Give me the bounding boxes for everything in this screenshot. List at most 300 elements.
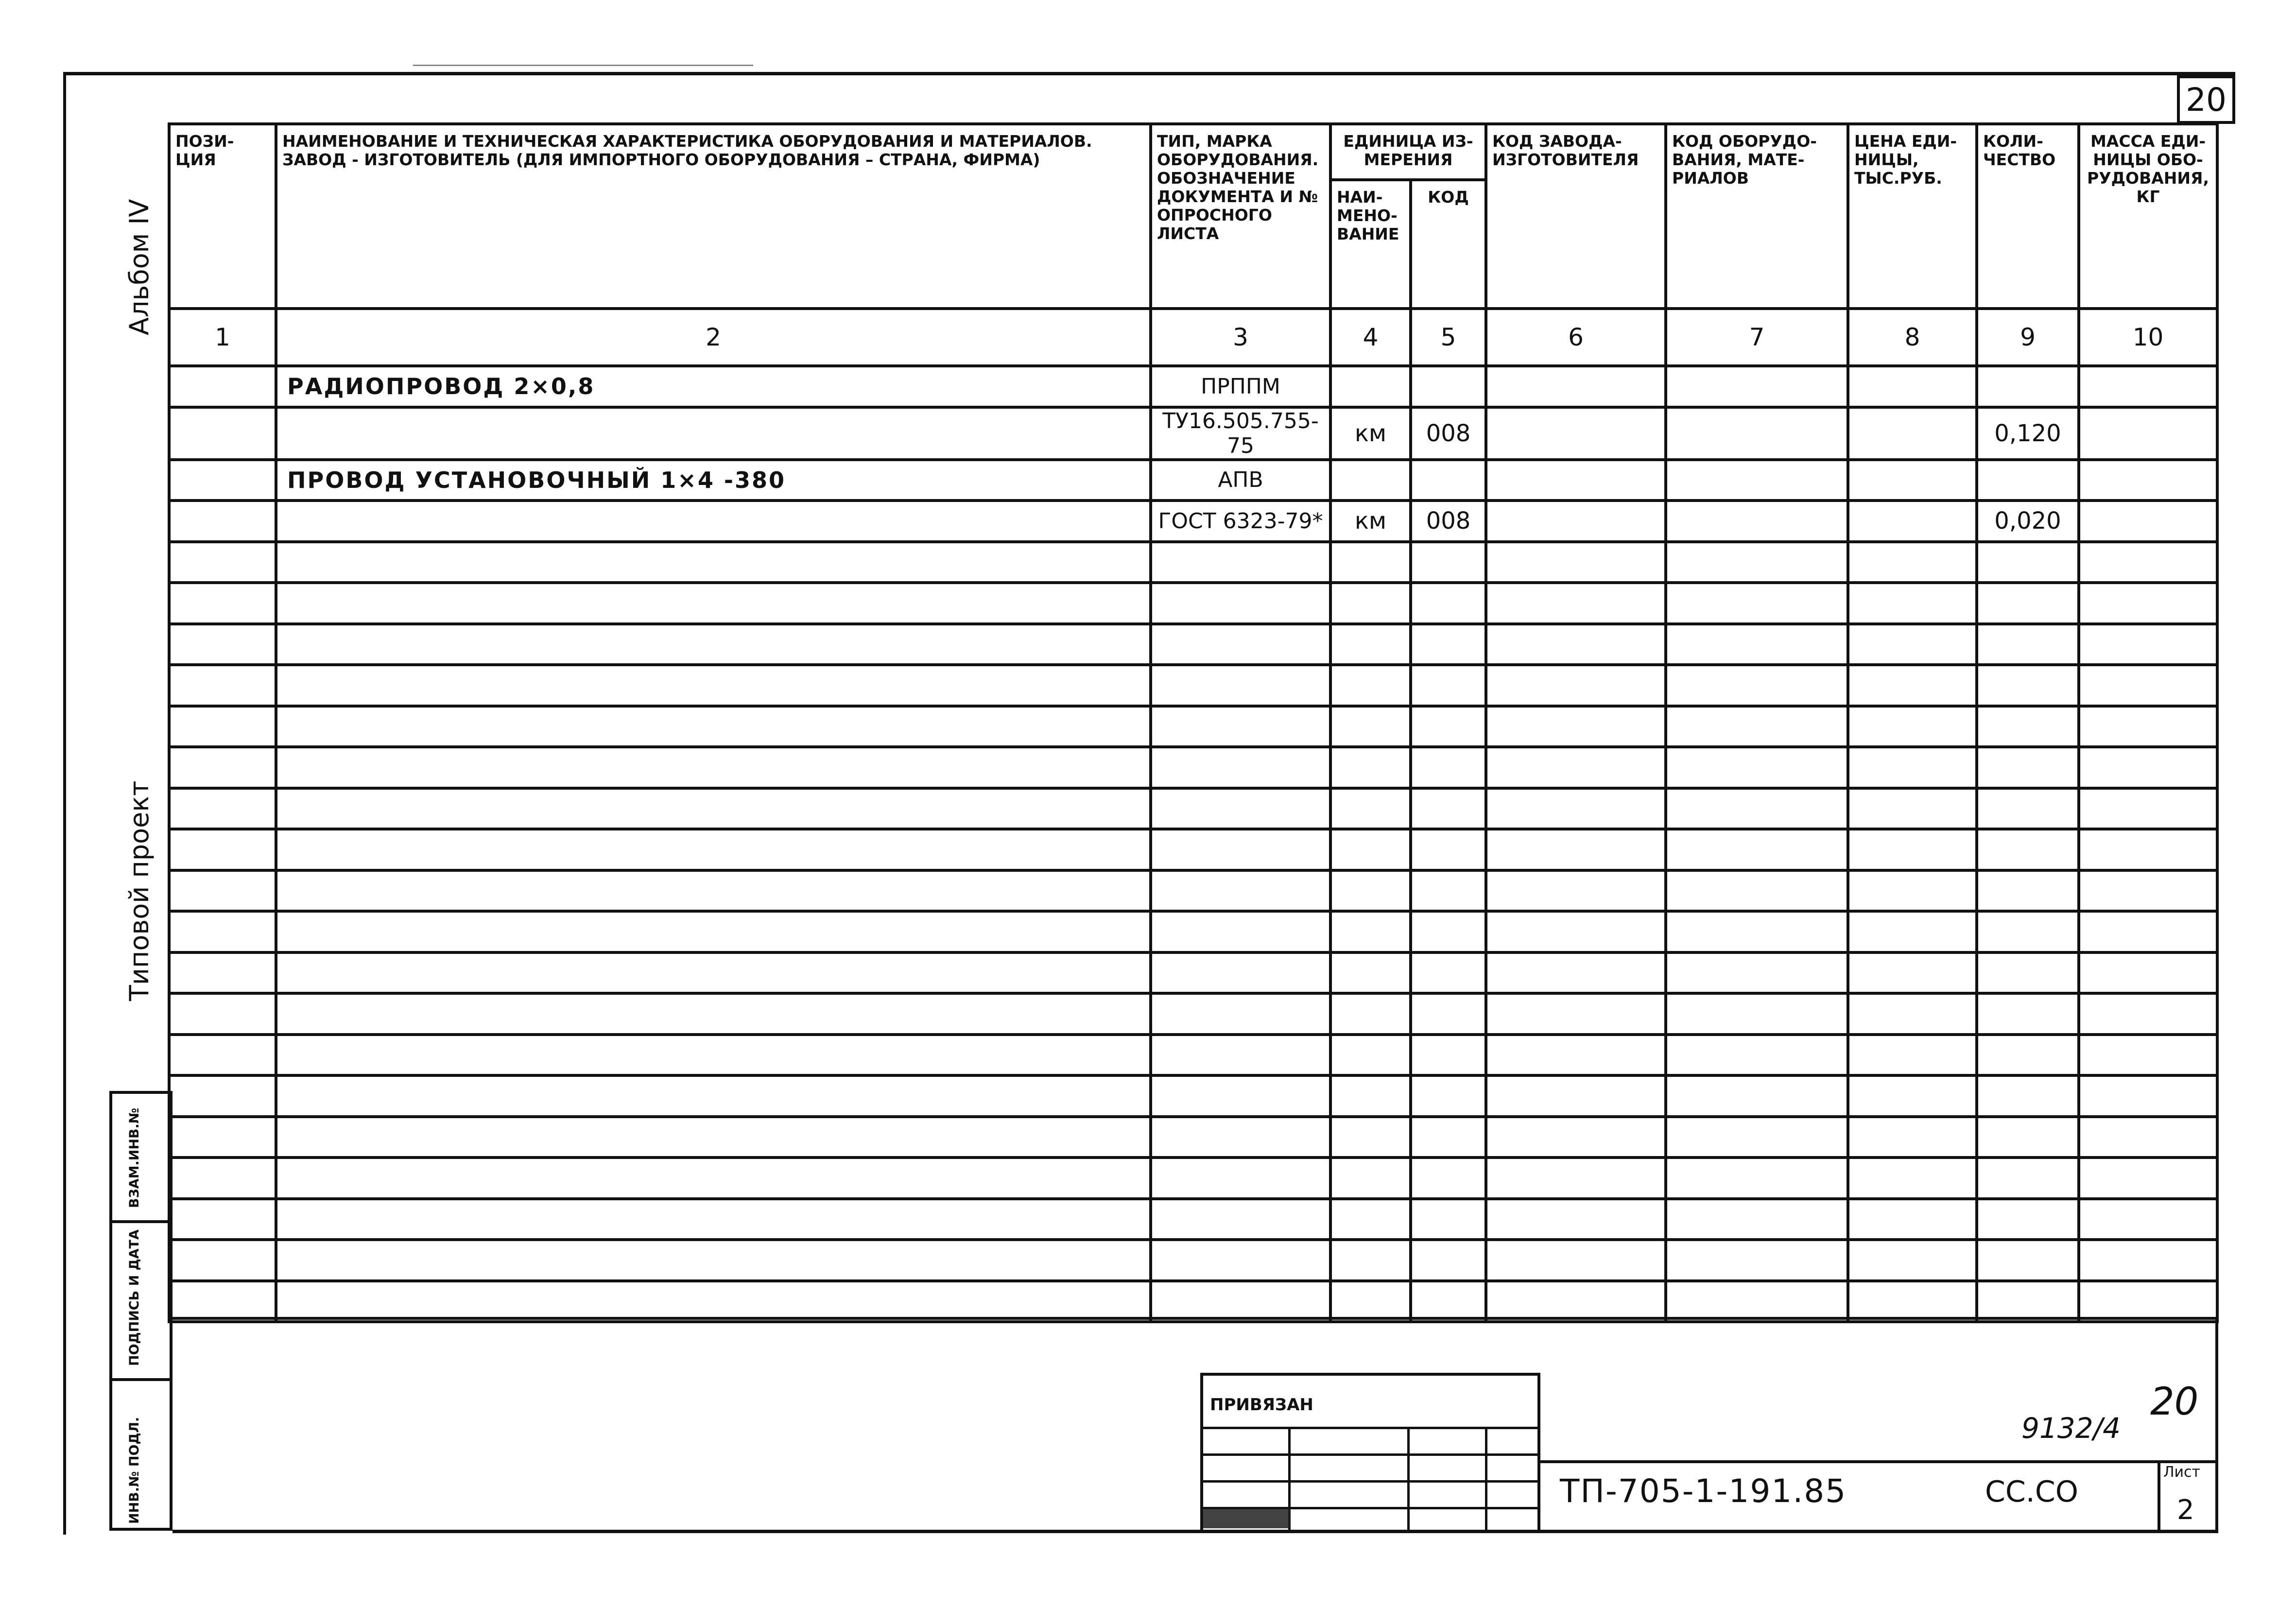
cell-price	[1848, 501, 1977, 542]
cell-equip	[1666, 870, 1848, 912]
cell-mass	[2079, 366, 2217, 407]
cell-code	[1411, 624, 1486, 665]
cell-mass	[2079, 952, 2217, 994]
cell-name	[276, 1281, 1151, 1322]
cell-price	[1848, 993, 1977, 1035]
cell-equip	[1666, 952, 1848, 994]
cell-qty	[1977, 583, 2079, 624]
cell-equip	[1666, 1075, 1848, 1117]
cell-type	[1151, 1199, 1330, 1240]
cell-equip	[1666, 993, 1848, 1035]
table-row	[169, 460, 2217, 501]
bound-label: ПРИВЯЗАН	[1210, 1395, 1313, 1415]
cell-unit	[1330, 1281, 1411, 1322]
table-row	[169, 1281, 2217, 1322]
cell-equip	[1666, 1158, 1848, 1199]
cell-type	[1151, 911, 1330, 952]
cell-qty	[1977, 624, 2079, 665]
cell-unit	[1330, 993, 1411, 1035]
cell-equip	[1666, 706, 1848, 747]
cell-price	[1848, 911, 1977, 952]
cell-pos	[169, 952, 276, 994]
cell-price	[1848, 1281, 1977, 1322]
cell-price	[1848, 624, 1977, 665]
cell-type	[1151, 870, 1330, 912]
cell-price	[1848, 542, 1977, 583]
cell-name	[276, 665, 1151, 706]
cell-code	[1411, 1117, 1486, 1158]
cell-name	[276, 583, 1151, 624]
column-number-row	[169, 309, 2217, 366]
col-header-7: КОД ОБОРУДО-ВАНИЯ, МАТЕ-РИАЛОВ	[1666, 124, 1848, 309]
col-number: 7	[1666, 309, 1848, 366]
cell-price	[1848, 952, 1977, 994]
cell-pos	[169, 1075, 276, 1117]
cell-pos	[169, 1117, 276, 1158]
table-row	[169, 583, 2217, 624]
cell-pos	[169, 1158, 276, 1199]
cell-qty	[1977, 1035, 2079, 1076]
cell-type: ГОСТ 6323-79*	[1151, 501, 1330, 542]
cell-code: 008	[1411, 501, 1486, 542]
cell-price	[1848, 407, 1977, 460]
cell-plant	[1486, 952, 1666, 994]
cell-unit	[1330, 911, 1411, 952]
cell-equip	[1666, 542, 1848, 583]
cell-qty: 0,120	[1977, 407, 2079, 460]
cell-mass	[2079, 1075, 2217, 1117]
cell-type	[1151, 952, 1330, 994]
cell-equip	[1666, 624, 1848, 665]
cell-type	[1151, 542, 1330, 583]
cell-name	[276, 1158, 1151, 1199]
cell-code	[1411, 1158, 1486, 1199]
cell-mass	[2079, 501, 2217, 542]
cell-pos	[169, 460, 276, 501]
cell-qty: 0,020	[1977, 501, 2079, 542]
cell-qty	[1977, 747, 2079, 788]
col-number: 2	[276, 309, 1151, 366]
table-row	[169, 1117, 2217, 1158]
cell-type	[1151, 1117, 1330, 1158]
cell-unit	[1330, 1117, 1411, 1158]
col-number: 6	[1486, 309, 1666, 366]
table-row	[169, 542, 2217, 583]
table-row	[169, 624, 2217, 665]
cell-pos	[169, 747, 276, 788]
cell-unit	[1330, 583, 1411, 624]
cell-price	[1848, 1199, 1977, 1240]
cell-unit: км	[1330, 501, 1411, 542]
handwritten-number: 20	[2150, 1380, 2199, 1424]
cell-type	[1151, 624, 1330, 665]
cell-name	[276, 747, 1151, 788]
cell-unit	[1330, 952, 1411, 994]
stamp-label-original-inv: ИНВ.№ ПОДЛ.	[127, 1417, 142, 1524]
cell-plant	[1486, 993, 1666, 1035]
cell-plant	[1486, 829, 1666, 870]
cell-unit	[1330, 1240, 1411, 1281]
cell-name	[276, 624, 1151, 665]
cell-unit	[1330, 706, 1411, 747]
cell-qty	[1977, 870, 2079, 912]
stamp-label-replace-inv: ВЗАМ.ИНВ.№	[127, 1107, 142, 1208]
cell-type	[1151, 747, 1330, 788]
cell-plant	[1486, 501, 1666, 542]
table-row	[169, 1240, 2217, 1281]
stamp-label-signature-date: ПОДПИСЬ И ДАТА	[127, 1229, 142, 1366]
cell-code	[1411, 1199, 1486, 1240]
table-body	[169, 366, 2217, 1322]
cell-plant	[1486, 407, 1666, 460]
cell-code	[1411, 870, 1486, 912]
cell-pos	[169, 1199, 276, 1240]
cell-qty	[1977, 911, 2079, 952]
cell-mass	[2079, 407, 2217, 460]
cell-price	[1848, 665, 1977, 706]
table-row	[169, 366, 2217, 407]
cell-name	[276, 993, 1151, 1035]
cell-plant	[1486, 583, 1666, 624]
cell-pos	[169, 542, 276, 583]
table-row	[169, 788, 2217, 829]
cell-qty	[1977, 665, 2079, 706]
cell-code	[1411, 952, 1486, 994]
cell-equip	[1666, 1035, 1848, 1076]
cell-name	[276, 829, 1151, 870]
cell-pos	[169, 624, 276, 665]
col-header-1: ПОЗИ-ЦИЯ	[169, 124, 276, 309]
cell-code: 008	[1411, 407, 1486, 460]
cell-price	[1848, 706, 1977, 747]
cell-code	[1411, 1075, 1486, 1117]
cell-price	[1848, 788, 1977, 829]
cell-code	[1411, 542, 1486, 583]
stamp-divider	[112, 1220, 170, 1223]
cell-name	[276, 1075, 1151, 1117]
cell-plant	[1486, 1199, 1666, 1240]
cell-pos	[169, 870, 276, 912]
cell-plant	[1486, 788, 1666, 829]
cell-mass	[2079, 870, 2217, 912]
cell-equip	[1666, 460, 1848, 501]
cell-qty	[1977, 829, 2079, 870]
table-row	[169, 870, 2217, 912]
cell-name	[276, 1199, 1151, 1240]
cell-type: АПВ	[1151, 460, 1330, 501]
cell-equip	[1666, 665, 1848, 706]
cell-type	[1151, 1035, 1330, 1076]
cell-qty	[1977, 706, 2079, 747]
cell-qty	[1977, 460, 2079, 501]
cell-mass	[2079, 1117, 2217, 1158]
cell-code	[1411, 747, 1486, 788]
table-row	[169, 665, 2217, 706]
cell-type	[1151, 788, 1330, 829]
cell-price	[1848, 870, 1977, 912]
cell-mass	[2079, 993, 2217, 1035]
cell-unit	[1330, 1199, 1411, 1240]
cell-pos	[169, 829, 276, 870]
sheet-code: СС.СО	[1985, 1475, 2078, 1509]
cell-plant	[1486, 665, 1666, 706]
series-label: Типовой проект	[124, 780, 155, 1001]
cell-qty	[1977, 1075, 2079, 1117]
cell-qty	[1977, 1199, 2079, 1240]
cell-mass	[2079, 1035, 2217, 1076]
scan-smudge	[1203, 1509, 1290, 1528]
cell-equip	[1666, 911, 1848, 952]
cell-qty	[1977, 1240, 2079, 1281]
cell-price	[1848, 460, 1977, 501]
cell-unit	[1330, 542, 1411, 583]
cell-qty	[1977, 366, 2079, 407]
cell-mass	[2079, 829, 2217, 870]
cell-code	[1411, 993, 1486, 1035]
title-divider	[1540, 1460, 2218, 1463]
cell-name	[276, 911, 1151, 952]
sheet-value: 2	[2177, 1494, 2194, 1526]
cell-name	[276, 1117, 1151, 1158]
cell-code	[1411, 665, 1486, 706]
cell-plant	[1486, 1117, 1666, 1158]
bound-grid-line	[1485, 1429, 1487, 1530]
document-code: ТП-705-1-191.85	[1560, 1472, 1847, 1510]
cell-pos	[169, 993, 276, 1035]
col-header-2: НАИМЕНОВАНИЕ И ТЕХНИЧЕСКАЯ ХАРАКТЕРИСТИКА ОБОРУДОВАНИЯ И МАТЕРИАЛОВ. ЗАВОД - ИЗГОТОВИТЕЛЬ (ДЛЯ ИМПОРТНОГО ОБОРУДОВАНИЯ – СТРАНА, ФИРМА)	[276, 124, 1151, 309]
cell-name	[276, 542, 1151, 583]
cell-equip	[1666, 1199, 1848, 1240]
cell-pos	[169, 911, 276, 952]
cell-plant	[1486, 1158, 1666, 1199]
cell-unit	[1330, 870, 1411, 912]
col-header-9: КОЛИ-ЧЕСТВО	[1977, 124, 2079, 309]
bound-grid-line	[1407, 1429, 1410, 1530]
cell-price	[1848, 1075, 1977, 1117]
cell-type	[1151, 1240, 1330, 1281]
cell-equip	[1666, 366, 1848, 407]
cell-type	[1151, 706, 1330, 747]
cell-type	[1151, 993, 1330, 1035]
col-number: 4	[1330, 309, 1411, 366]
col-number: 1	[169, 309, 276, 366]
cell-plant	[1486, 706, 1666, 747]
sheet-number-top	[2177, 75, 2235, 124]
cell-price	[1848, 747, 1977, 788]
cell-plant	[1486, 460, 1666, 501]
cell-qty	[1977, 952, 2079, 994]
cell-mass	[2079, 788, 2217, 829]
cell-type	[1151, 1281, 1330, 1322]
cell-plant	[1486, 911, 1666, 952]
cell-name	[276, 706, 1151, 747]
col-number: 3	[1151, 309, 1330, 366]
cell-code	[1411, 829, 1486, 870]
cell-price	[1848, 583, 1977, 624]
specification-table	[168, 122, 2219, 1323]
cell-pos	[169, 583, 276, 624]
cell-mass	[2079, 1158, 2217, 1199]
cell-equip	[1666, 747, 1848, 788]
cell-pos	[169, 706, 276, 747]
table-row	[169, 1199, 2217, 1240]
cell-unit	[1330, 1158, 1411, 1199]
table-row	[169, 911, 2217, 952]
cell-qty	[1977, 993, 2079, 1035]
col-header-10: МАССА ЕДИ-НИЦЫ ОБО-РУДОВАНИЯ, КГ	[2079, 124, 2217, 309]
cell-qty	[1977, 788, 2079, 829]
cell-mass	[2079, 665, 2217, 706]
col-header-5: КОД	[1411, 180, 1486, 309]
cell-unit	[1330, 1035, 1411, 1076]
cell-price	[1848, 1117, 1977, 1158]
sheet-label: Лист	[2163, 1464, 2201, 1481]
cell-equip	[1666, 829, 1848, 870]
cell-pos	[169, 665, 276, 706]
cell-unit: км	[1330, 407, 1411, 460]
cell-mass	[2079, 624, 2217, 665]
specification-table-wrap	[168, 122, 2216, 1323]
cell-type	[1151, 1075, 1330, 1117]
col-header-6: КОД ЗАВОДА-ИЗГОТОВИТЕЛЯ	[1486, 124, 1666, 309]
cell-code	[1411, 706, 1486, 747]
cell-code	[1411, 366, 1486, 407]
cell-pos	[169, 1035, 276, 1076]
cell-unit	[1330, 829, 1411, 870]
cell-pos	[169, 407, 276, 460]
cell-plant	[1486, 1075, 1666, 1117]
cell-type	[1151, 583, 1330, 624]
cell-qty	[1977, 1158, 2079, 1199]
col-header-8: ЦЕНА ЕДИ-НИЦЫ, ТЫС.РУБ.	[1848, 124, 1977, 309]
cell-price	[1848, 1240, 1977, 1281]
cell-unit	[1330, 624, 1411, 665]
cell-qty	[1977, 1117, 2079, 1158]
cell-equip	[1666, 1240, 1848, 1281]
col-header-4: НАИ-МЕНО-ВАНИЕ	[1330, 180, 1411, 309]
cell-mass	[2079, 1281, 2217, 1322]
table-row	[169, 829, 2217, 870]
cell-mass	[2079, 706, 2217, 747]
cell-plant	[1486, 870, 1666, 912]
cell-code	[1411, 460, 1486, 501]
cell-plant	[1486, 747, 1666, 788]
cell-code	[1411, 583, 1486, 624]
cell-price	[1848, 366, 1977, 407]
cell-code	[1411, 788, 1486, 829]
stamp-strip	[109, 1091, 173, 1531]
cell-name	[276, 501, 1151, 542]
cell-qty	[1977, 542, 2079, 583]
scan-artifact-line	[413, 65, 753, 66]
table-row	[169, 1075, 2217, 1117]
cell-mass	[2079, 747, 2217, 788]
cell-equip	[1666, 407, 1848, 460]
cell-plant	[1486, 1035, 1666, 1076]
cell-pos	[169, 366, 276, 407]
col-number: 10	[2079, 309, 2217, 366]
cell-code	[1411, 1035, 1486, 1076]
cell-unit	[1330, 788, 1411, 829]
col-number: 9	[1977, 309, 2079, 366]
table-row	[169, 501, 2217, 542]
col-header-3: ТИП, МАРКА ОБОРУДОВАНИЯ. ОБОЗНАЧЕНИЕ ДОКУМЕНТА И № ОПРОСНОГО ЛИСТА	[1151, 124, 1330, 309]
cell-code	[1411, 1281, 1486, 1322]
cell-name	[276, 1035, 1151, 1076]
cell-pos	[169, 1281, 276, 1322]
cell-price	[1848, 1035, 1977, 1076]
col-header-unit-group: ЕДИНИЦА ИЗ-МЕРЕНИЯ	[1330, 124, 1486, 180]
cell-equip	[1666, 501, 1848, 542]
cell-unit	[1330, 1075, 1411, 1117]
table-row	[169, 1035, 2217, 1076]
cell-pos	[169, 501, 276, 542]
cell-name	[276, 788, 1151, 829]
cell-type	[1151, 829, 1330, 870]
cell-type	[1151, 1158, 1330, 1199]
cell-equip	[1666, 583, 1848, 624]
cell-type: ТУ16.505.755-75	[1151, 407, 1330, 460]
cell-price	[1848, 1158, 1977, 1199]
cell-unit	[1330, 460, 1411, 501]
cell-plant	[1486, 366, 1666, 407]
cell-mass	[2079, 1199, 2217, 1240]
cell-plant	[1486, 542, 1666, 583]
cell-mass	[2079, 583, 2217, 624]
table-row	[169, 993, 2217, 1035]
cell-mass	[2079, 911, 2217, 952]
cell-name	[276, 1240, 1151, 1281]
stamp-divider	[112, 1378, 170, 1381]
cell-plant	[1486, 624, 1666, 665]
cell-name: РАДИОПРОВОД 2×0,8	[276, 366, 1151, 407]
cell-plant	[1486, 1240, 1666, 1281]
cell-qty	[1977, 1281, 2079, 1322]
cell-pos	[169, 1240, 276, 1281]
cell-equip	[1666, 788, 1848, 829]
cell-unit	[1330, 747, 1411, 788]
cell-code	[1411, 911, 1486, 952]
table-row	[169, 1158, 2217, 1199]
col-number: 5	[1411, 309, 1486, 366]
cell-price	[1848, 829, 1977, 870]
cell-equip	[1666, 1281, 1848, 1322]
cell-equip	[1666, 1117, 1848, 1158]
title-block	[173, 1317, 2218, 1533]
cell-name: ПРОВОД УСТАНОВОЧНЫЙ 1×4 -380	[276, 460, 1151, 501]
table-row	[169, 706, 2217, 747]
cell-plant	[1486, 1281, 1666, 1322]
sheet-number-text: 20	[2186, 81, 2227, 119]
cell-name	[276, 870, 1151, 912]
cell-mass	[2079, 542, 2217, 583]
cell-code	[1411, 1240, 1486, 1281]
col-number: 8	[1848, 309, 1977, 366]
cell-pos	[169, 788, 276, 829]
cell-mass	[2079, 1240, 2217, 1281]
table-row	[169, 407, 2217, 460]
cell-type: ПРППМ	[1151, 366, 1330, 407]
cell-name	[276, 407, 1151, 460]
table-row	[169, 747, 2217, 788]
cell-mass	[2079, 460, 2217, 501]
cell-unit	[1330, 366, 1411, 407]
album-label: Альбом IV	[124, 199, 155, 335]
table-row	[169, 952, 2217, 994]
cell-unit	[1330, 665, 1411, 706]
cell-name	[276, 952, 1151, 994]
inventory-number: 9132/4	[2021, 1412, 2121, 1445]
